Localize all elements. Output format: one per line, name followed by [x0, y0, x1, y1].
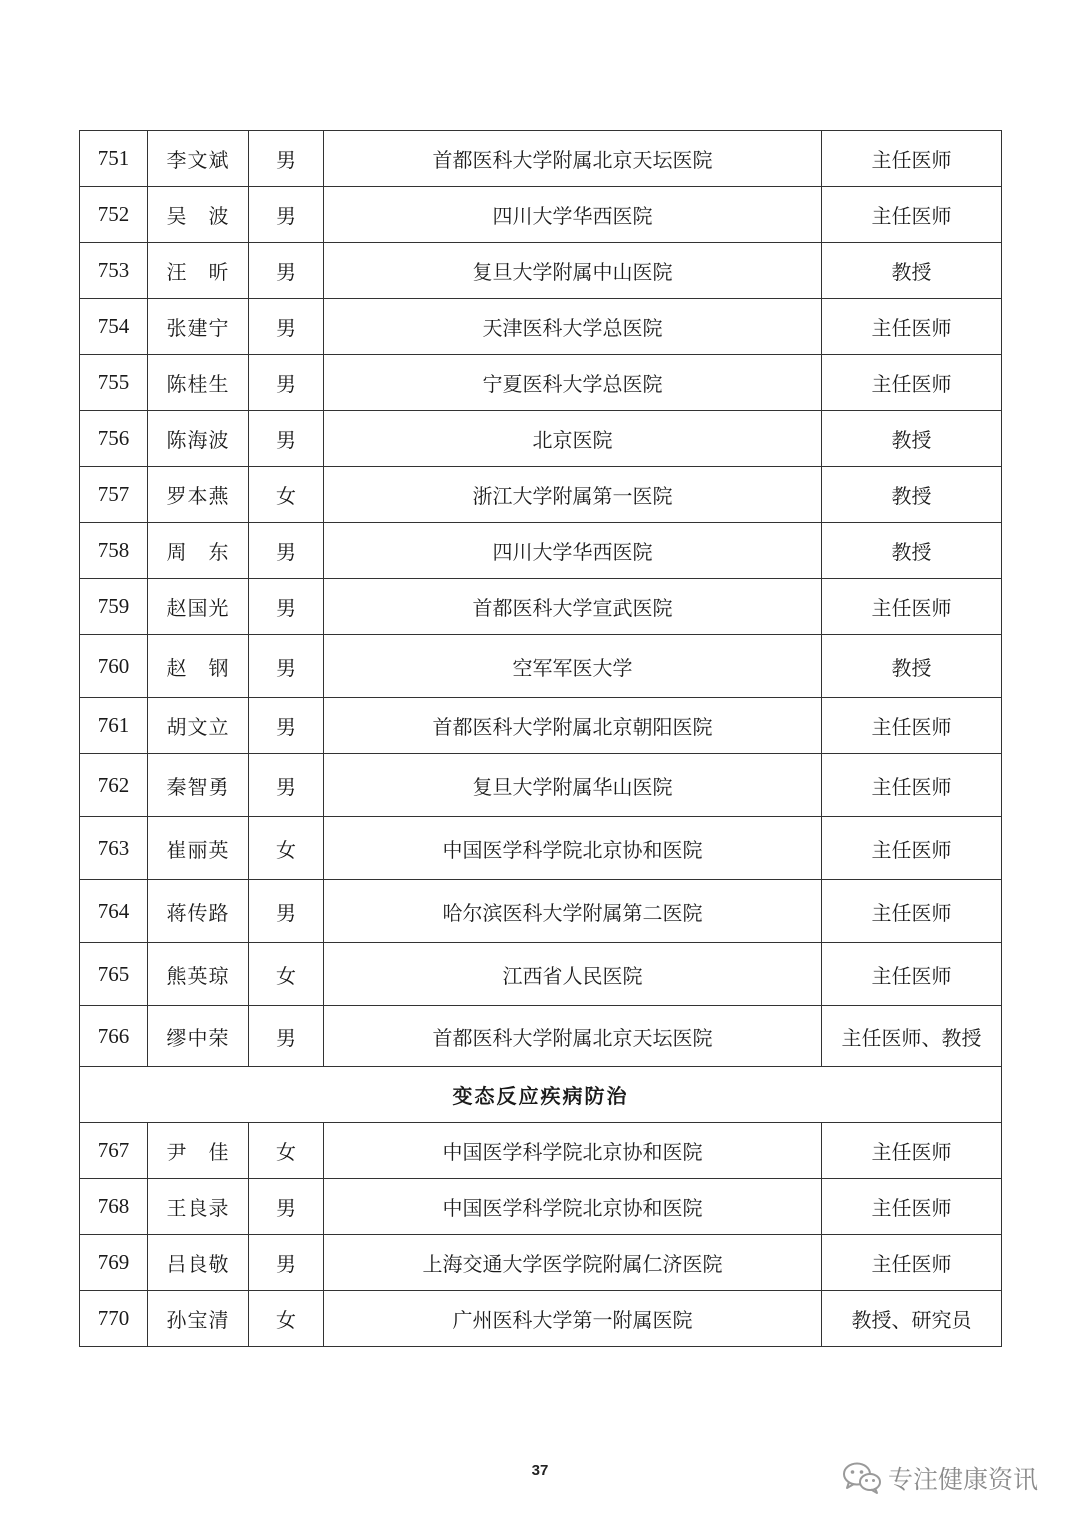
cell-num: 762 [80, 754, 148, 817]
watermark-text: 专注健康资讯 [888, 1465, 1039, 1494]
cell-gender: 男 [249, 1179, 324, 1235]
cell-name: 熊英琼 [148, 943, 249, 1006]
cell-name: 王良录 [148, 1179, 249, 1235]
table-row [80, 1179, 1002, 1235]
cell-name: 尹 佳 [148, 1123, 249, 1179]
roster-body [80, 131, 1002, 1347]
expert-roster-table [79, 130, 1002, 1347]
cell-name: 周 东 [148, 523, 249, 579]
table-row [80, 698, 1002, 754]
cell-org: 空军军医大学 [324, 635, 822, 698]
cell-gender: 男 [249, 355, 324, 411]
table-row [80, 635, 1002, 698]
table-row [80, 187, 1002, 243]
table-row [80, 523, 1002, 579]
cell-org: 复旦大学附属华山医院 [324, 754, 822, 817]
cell-name: 秦智勇 [148, 754, 249, 817]
cell-num: 751 [80, 131, 148, 187]
table-row [80, 299, 1002, 355]
cell-gender: 男 [249, 187, 324, 243]
table-row [80, 467, 1002, 523]
cell-num: 755 [80, 355, 148, 411]
cell-org: 天津医科大学总医院 [324, 299, 822, 355]
cell-gender: 女 [249, 1291, 324, 1347]
table-row [80, 1006, 1002, 1067]
table-row [80, 1235, 1002, 1291]
cell-title: 教授、研究员 [822, 1291, 1002, 1347]
cell-title: 主任医师 [822, 1123, 1002, 1179]
cell-title: 教授 [822, 467, 1002, 523]
cell-name: 吕良敬 [148, 1235, 249, 1291]
cell-org: 中国医学科学院北京协和医院 [324, 1179, 822, 1235]
cell-org: 中国医学科学院北京协和医院 [324, 1123, 822, 1179]
cell-org: 复旦大学附属中山医院 [324, 243, 822, 299]
cell-name: 胡文立 [148, 698, 249, 754]
table-row [80, 1123, 1002, 1179]
cell-num: 754 [80, 299, 148, 355]
cell-name: 崔丽英 [148, 817, 249, 880]
cell-org: 四川大学华西医院 [324, 187, 822, 243]
cell-org: 中国医学科学院北京协和医院 [324, 817, 822, 880]
cell-gender: 男 [249, 880, 324, 943]
cell-org: 上海交通大学医学院附属仁济医院 [324, 1235, 822, 1291]
cell-name: 吴 波 [148, 187, 249, 243]
cell-title: 主任医师 [822, 943, 1002, 1006]
cell-name: 张建宁 [148, 299, 249, 355]
cell-num: 769 [80, 1235, 148, 1291]
cell-org: 四川大学华西医院 [324, 523, 822, 579]
cell-gender: 男 [249, 1235, 324, 1291]
cell-title: 主任医师 [822, 579, 1002, 635]
cell-num: 757 [80, 467, 148, 523]
cell-org: 哈尔滨医科大学附属第二医院 [324, 880, 822, 943]
cell-num: 756 [80, 411, 148, 467]
cell-title: 主任医师 [822, 698, 1002, 754]
cell-title: 主任医师、教授 [822, 1006, 1002, 1067]
table-row [80, 411, 1002, 467]
cell-org: 首都医科大学附属北京天坛医院 [324, 1006, 822, 1067]
table-row [80, 880, 1002, 943]
cell-name: 赵 钢 [148, 635, 249, 698]
cell-org: 江西省人民医院 [324, 943, 822, 1006]
cell-name: 李文斌 [148, 131, 249, 187]
cell-title: 主任医师 [822, 355, 1002, 411]
cell-name: 蒋传路 [148, 880, 249, 943]
table-row [80, 243, 1002, 299]
cell-gender: 女 [249, 817, 324, 880]
section-header-row [80, 1067, 1002, 1123]
cell-org: 首都医科大学宣武医院 [324, 579, 822, 635]
table-row [80, 579, 1002, 635]
cell-num: 753 [80, 243, 148, 299]
cell-title: 主任医师 [822, 1179, 1002, 1235]
cell-org: 首都医科大学附属北京天坛医院 [324, 131, 822, 187]
cell-gender: 男 [249, 523, 324, 579]
cell-title: 主任医师 [822, 880, 1002, 943]
cell-title: 主任医师 [822, 187, 1002, 243]
cell-num: 758 [80, 523, 148, 579]
cell-org: 浙江大学附属第一医院 [324, 467, 822, 523]
cell-title: 教授 [822, 635, 1002, 698]
cell-gender: 男 [249, 635, 324, 698]
cell-gender: 男 [249, 754, 324, 817]
cell-num: 768 [80, 1179, 148, 1235]
cell-num: 752 [80, 187, 148, 243]
cell-num: 760 [80, 635, 148, 698]
cell-title: 主任医师 [822, 299, 1002, 355]
cell-num: 765 [80, 943, 148, 1006]
cell-gender: 男 [249, 698, 324, 754]
cell-name: 陈海波 [148, 411, 249, 467]
cell-org: 广州医科大学第一附属医院 [324, 1291, 822, 1347]
table-row [80, 1291, 1002, 1347]
cell-num: 759 [80, 579, 148, 635]
cell-name: 陈桂生 [148, 355, 249, 411]
table-row [80, 943, 1002, 1006]
cell-gender: 男 [249, 299, 324, 355]
table-row [80, 355, 1002, 411]
page-number: 37 [531, 1462, 549, 1479]
cell-title: 主任医师 [822, 1235, 1002, 1291]
cell-num: 767 [80, 1123, 148, 1179]
cell-gender: 男 [249, 579, 324, 635]
cell-gender: 男 [249, 243, 324, 299]
cell-num: 761 [80, 698, 148, 754]
cell-org: 宁夏医科大学总医院 [324, 355, 822, 411]
cell-num: 764 [80, 880, 148, 943]
cell-gender: 女 [249, 467, 324, 523]
cell-title: 教授 [822, 523, 1002, 579]
cell-num: 763 [80, 817, 148, 880]
cell-org: 首都医科大学附属北京朝阳医院 [324, 698, 822, 754]
cell-num: 770 [80, 1291, 148, 1347]
cell-name: 赵国光 [148, 579, 249, 635]
cell-name: 汪 昕 [148, 243, 249, 299]
cell-name: 孙宝清 [148, 1291, 249, 1347]
cell-gender: 男 [249, 1006, 324, 1067]
table-row [80, 754, 1002, 817]
section-title: 变态反应疾病防治 [80, 1067, 1002, 1123]
cell-title: 主任医师 [822, 131, 1002, 187]
cell-org: 北京医院 [324, 411, 822, 467]
watermark [842, 1458, 1038, 1498]
table-row [80, 131, 1002, 187]
wechat-icon [842, 1461, 882, 1495]
cell-gender: 男 [249, 131, 324, 187]
cell-gender: 女 [249, 1123, 324, 1179]
table-row [80, 817, 1002, 880]
cell-title: 主任医师 [822, 754, 1002, 817]
cell-name: 缪中荣 [148, 1006, 249, 1067]
cell-gender: 男 [249, 411, 324, 467]
cell-title: 教授 [822, 243, 1002, 299]
cell-name: 罗本燕 [148, 467, 249, 523]
cell-gender: 女 [249, 943, 324, 1006]
cell-title: 主任医师 [822, 817, 1002, 880]
cell-num: 766 [80, 1006, 148, 1067]
cell-title: 教授 [822, 411, 1002, 467]
